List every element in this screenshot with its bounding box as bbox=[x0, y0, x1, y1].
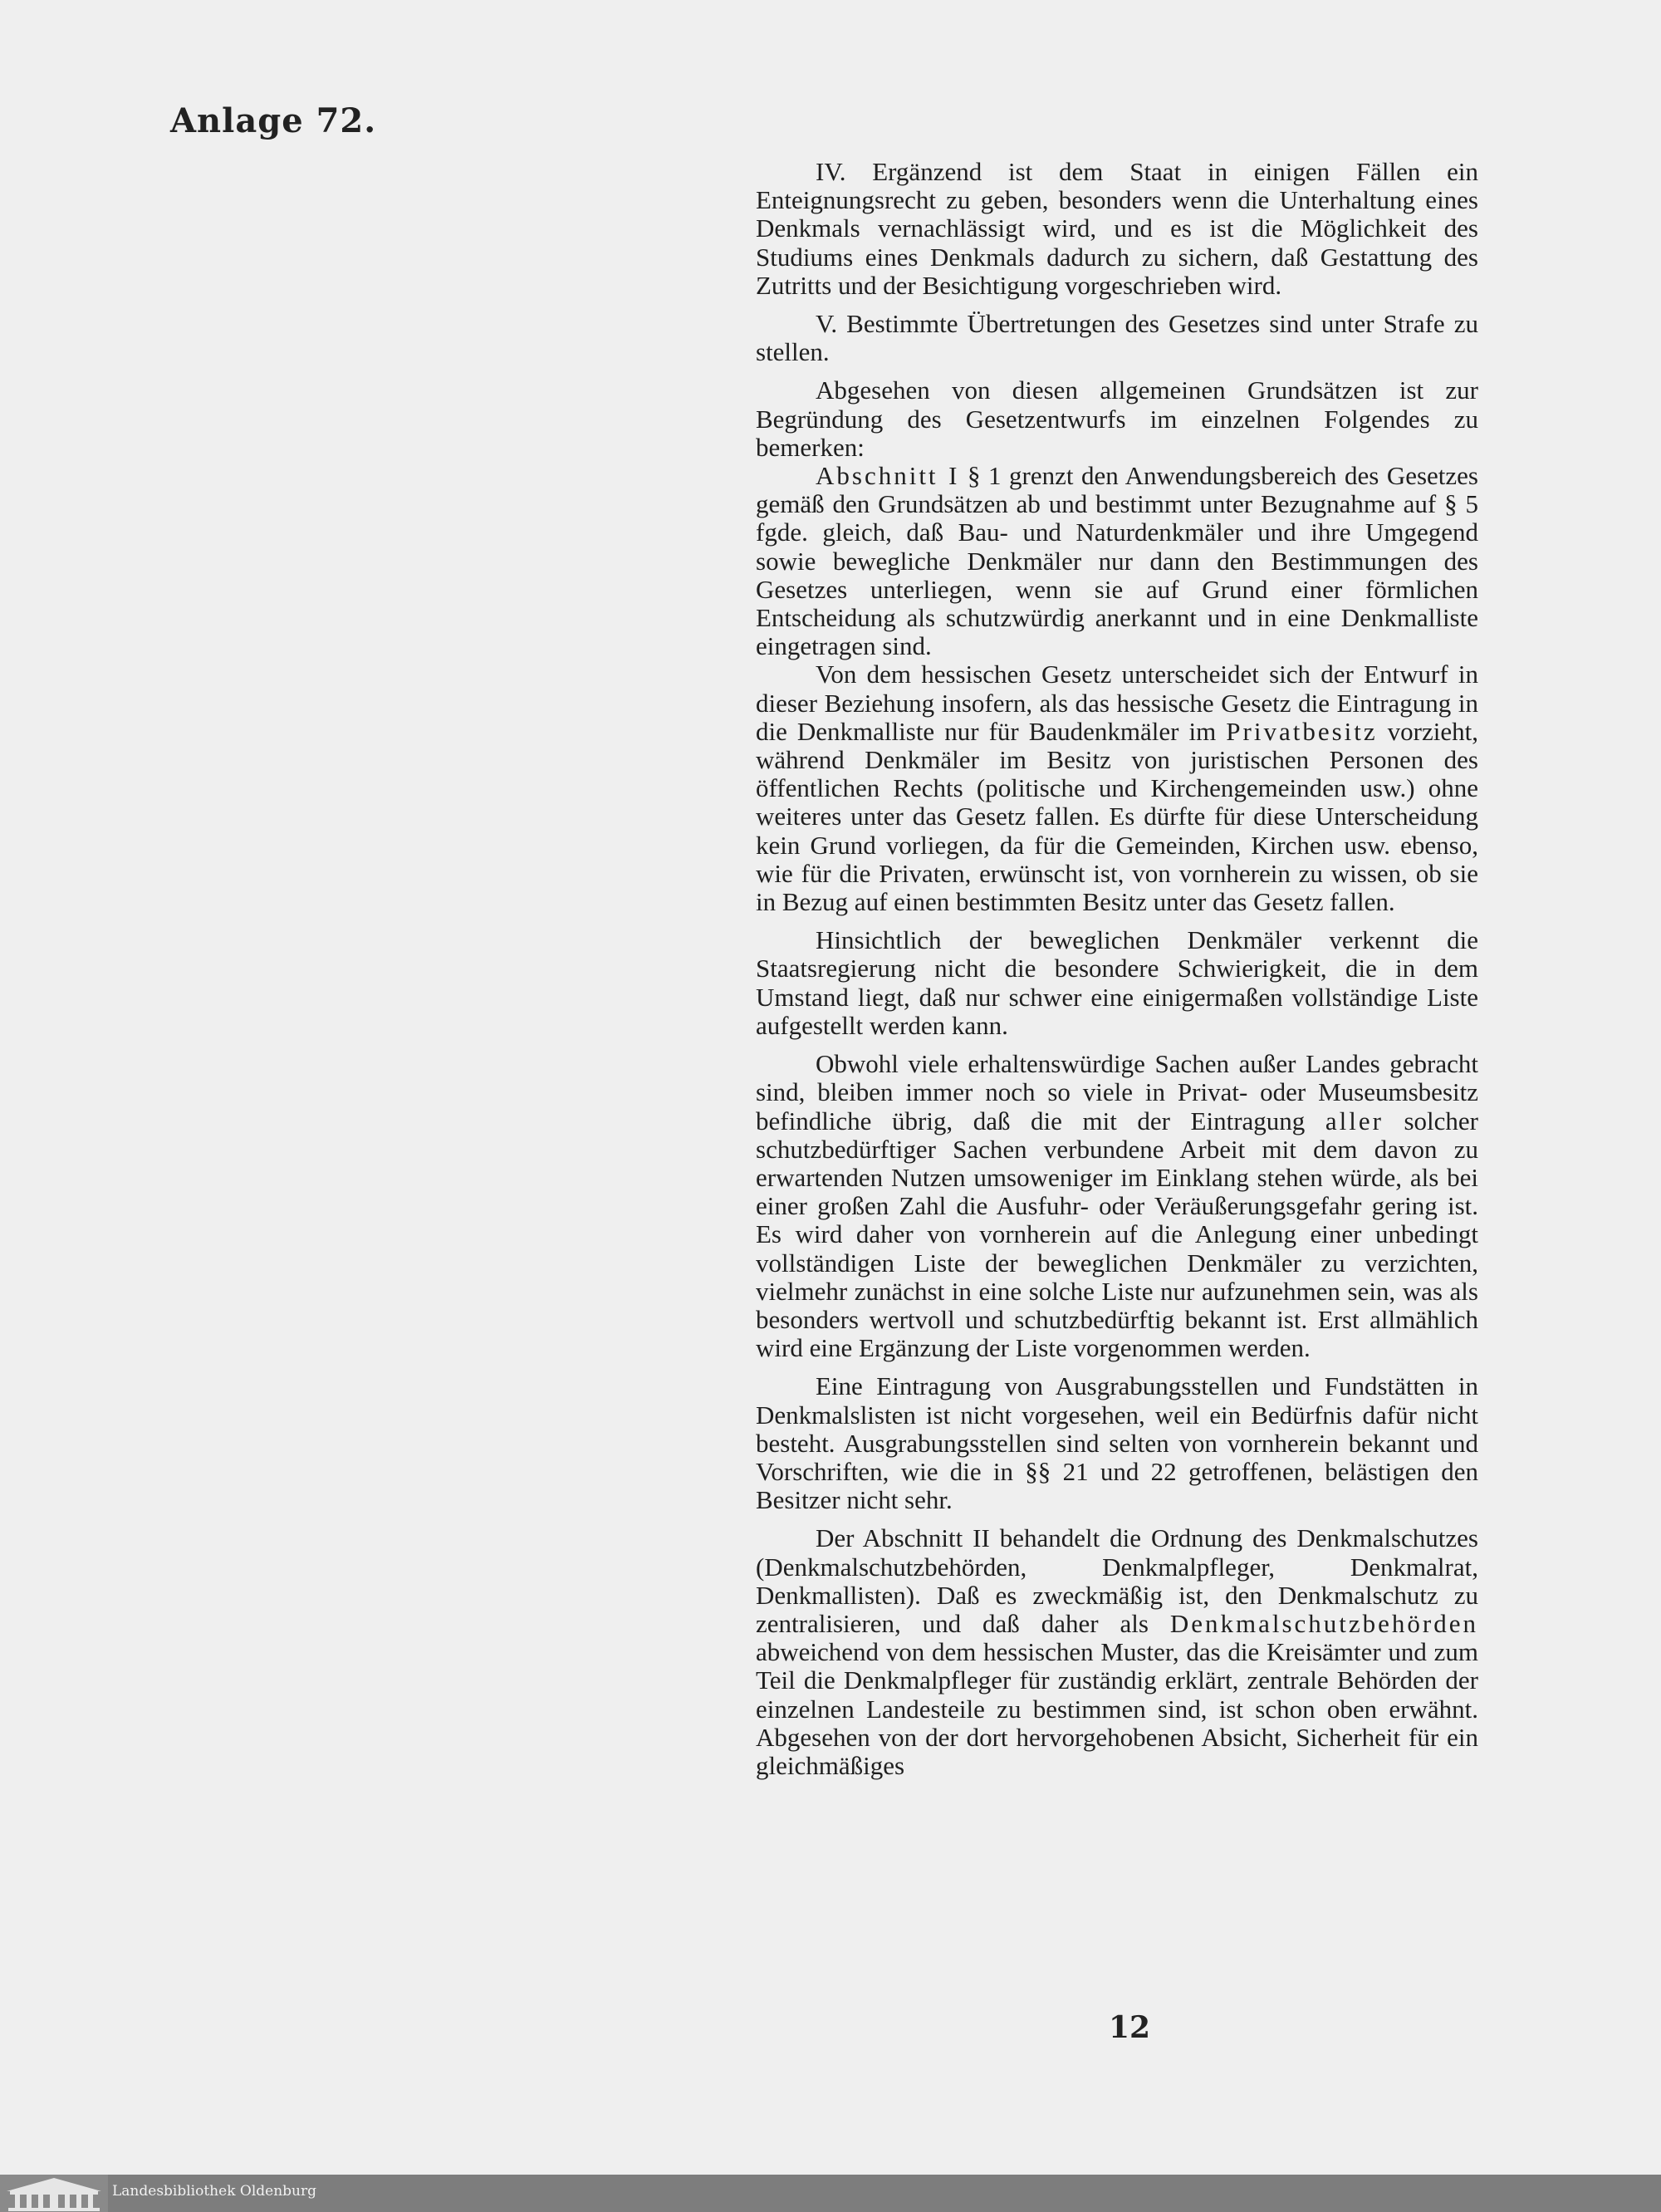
paragraph-excavation-sites: Eine Eintragung von Ausgrabungsstellen und Fundstätten in Denkmalslisten ist nicht vorgesehen, weil ein Bedürfnis dafür nicht besteht. Ausgrabungsstellen sind selten von vornherein bekannt und Vorschriften, wie die in §§ 21 und 22 getroffenen, belästigen den Besitzer nicht sehr. bbox=[756, 1371, 1478, 1515]
page-number: 12 bbox=[1109, 2010, 1151, 2045]
paragraph-intro: Abgesehen von diesen allgemeinen Grundsätzen ist zur Begründung des Gesetzentwurfs im einzelnen Folgendes zu bemerken: bbox=[756, 375, 1478, 462]
paragraph-text: solcher schutzbedürftiger Sachen verbundene Arbeit mit dem davon zu erwartenden Nutzen umsoweniger im Einklang stehen würde, als bei einer großen Zahl die Ausfuhr- oder Veräußerungsgefahr gering ist. Es wird daher von vornherein auf die Anlegung einer unbedingt vollständigen Liste der beweglichen Denkmäler zu verzichten, vielmehr zunächst in eine solche Liste nur aufzunehmen sein, was als besonders wertvoll und schutzbedürftig bekannt ist. Erst allmählich wird eine Ergänzung der Liste vorgenommen werden. bbox=[756, 1106, 1478, 1363]
paragraph-v: V. Bestimmte Übertretungen des Gesetzes sind unter Strafe zu stellen. bbox=[756, 309, 1478, 367]
body-text bbox=[756, 158, 1478, 1780]
paragraph-text: vorzieht, während Denkmäler im Besitz von juristischen Personen des öffentlichen Rechts (politische und Kirchengemeinden usw.) ohne weiteres unter das Gesetz fallen. Es dürfte für diese Unterscheidung kein Grund vorliegen, da für die Gemeinden, Kirchen usw. ebenso, wie für die Privaten, erwünscht ist, von vornherein zu wissen, ob sie in Bezug auf einen bestimmten Besitz unter das Gesetz fallen. bbox=[756, 716, 1479, 917]
paragraph-text: Von dem hessischen Gesetz unterscheidet sich der Entwurf in dieser Beziehung insofern, als das hessische Gesetz die Eintragung in die Denkmalliste nur für Baudenkmäler im bbox=[756, 660, 1478, 746]
section-reference: Abschnitt I bbox=[816, 461, 960, 491]
paragraph-private-possession bbox=[756, 1050, 1478, 1362]
paragraph-abschnitt-ii bbox=[756, 1524, 1478, 1780]
library-name: Landesbibliothek Oldenburg bbox=[112, 2183, 317, 2200]
paragraph-text: § 1 grenzt den Anwendungsbereich des Gesetzes gemäß den Grundsätzen ab und bestimmt unter Bezugnahme auf § 5 fgde. gleich, daß Bau- und Naturdenkmäler und ihre Umgegend sowie bewegliche Denkmäler nur dann den Bestimmungen des Gesetzes unterliegen, wenn sie auf Grund einer förmlichen Entscheidung als schutzwürdig anerkannt und in eine Denkmalliste eingetragen sind. bbox=[756, 461, 1478, 661]
emphasized-word: Denkmalschutzbehörden bbox=[1169, 1608, 1478, 1638]
emphasized-word: aller bbox=[1325, 1106, 1384, 1135]
emphasized-word: Privatbesitz bbox=[1226, 716, 1378, 746]
paragraph-movable-monuments: Hinsichtlich der beweglichen Denkmäler verkennt die Staatsregierung nicht die besondere Schwierigkeit, die in dem Umstand liegt, daß nur schwer eine einigermaßen vollständige Liste aufgestellt werden kann. bbox=[756, 925, 1478, 1040]
paragraph-abschnitt-i bbox=[756, 462, 1478, 660]
paragraph-hessian-law bbox=[756, 660, 1478, 916]
page-header: Anlage 72. bbox=[170, 101, 377, 140]
paragraph-text: abweichend von dem hessischen Muster, das die Kreisämter und zum Teil die Denkmalpfleger für zuständig erklärt, zentrale Behörden der einzelnen Landesteile zu bestimmen sind, ist schon oben erwähnt. Abgesehen von der dort hervorgehobenen Absicht, Sicherheit für ein gleichmäßiges bbox=[756, 1637, 1478, 1780]
footer-bar bbox=[0, 2175, 1661, 2212]
paragraph-text: Obwohl viele erhaltenswürdige Sachen außer Landes gebracht sind, bleiben immer noch so viele in Privat- oder Museumsbesitz befindliche übrig, daß die mit der Eintragung bbox=[756, 1049, 1478, 1135]
paragraph-iv: IV. Ergänzend ist dem Staat in einigen Fällen ein Enteignungsrecht zu geben, besonders wenn die Unterhaltung eines Denkmals vernachlässigt wird, und es ist die Möglichkeit des Studiums eines Denkmals dadurch zu sichern, daß Gestattung des Zutritts und der Besichtigung vorgeschrieben wird. bbox=[756, 157, 1478, 300]
paragraph-text: Der Abschnitt II behandelt die Ordnung des Denkmalschutzes (Denkmalschutzbehörden, Denkmalpfleger, Denkmalrat, Denkmallisten). Daß es zweckmäßig ist, den Denkmalschutz zu zentralisieren, und daß daher als bbox=[756, 1523, 1478, 1638]
library-building-icon bbox=[0, 2175, 108, 2212]
